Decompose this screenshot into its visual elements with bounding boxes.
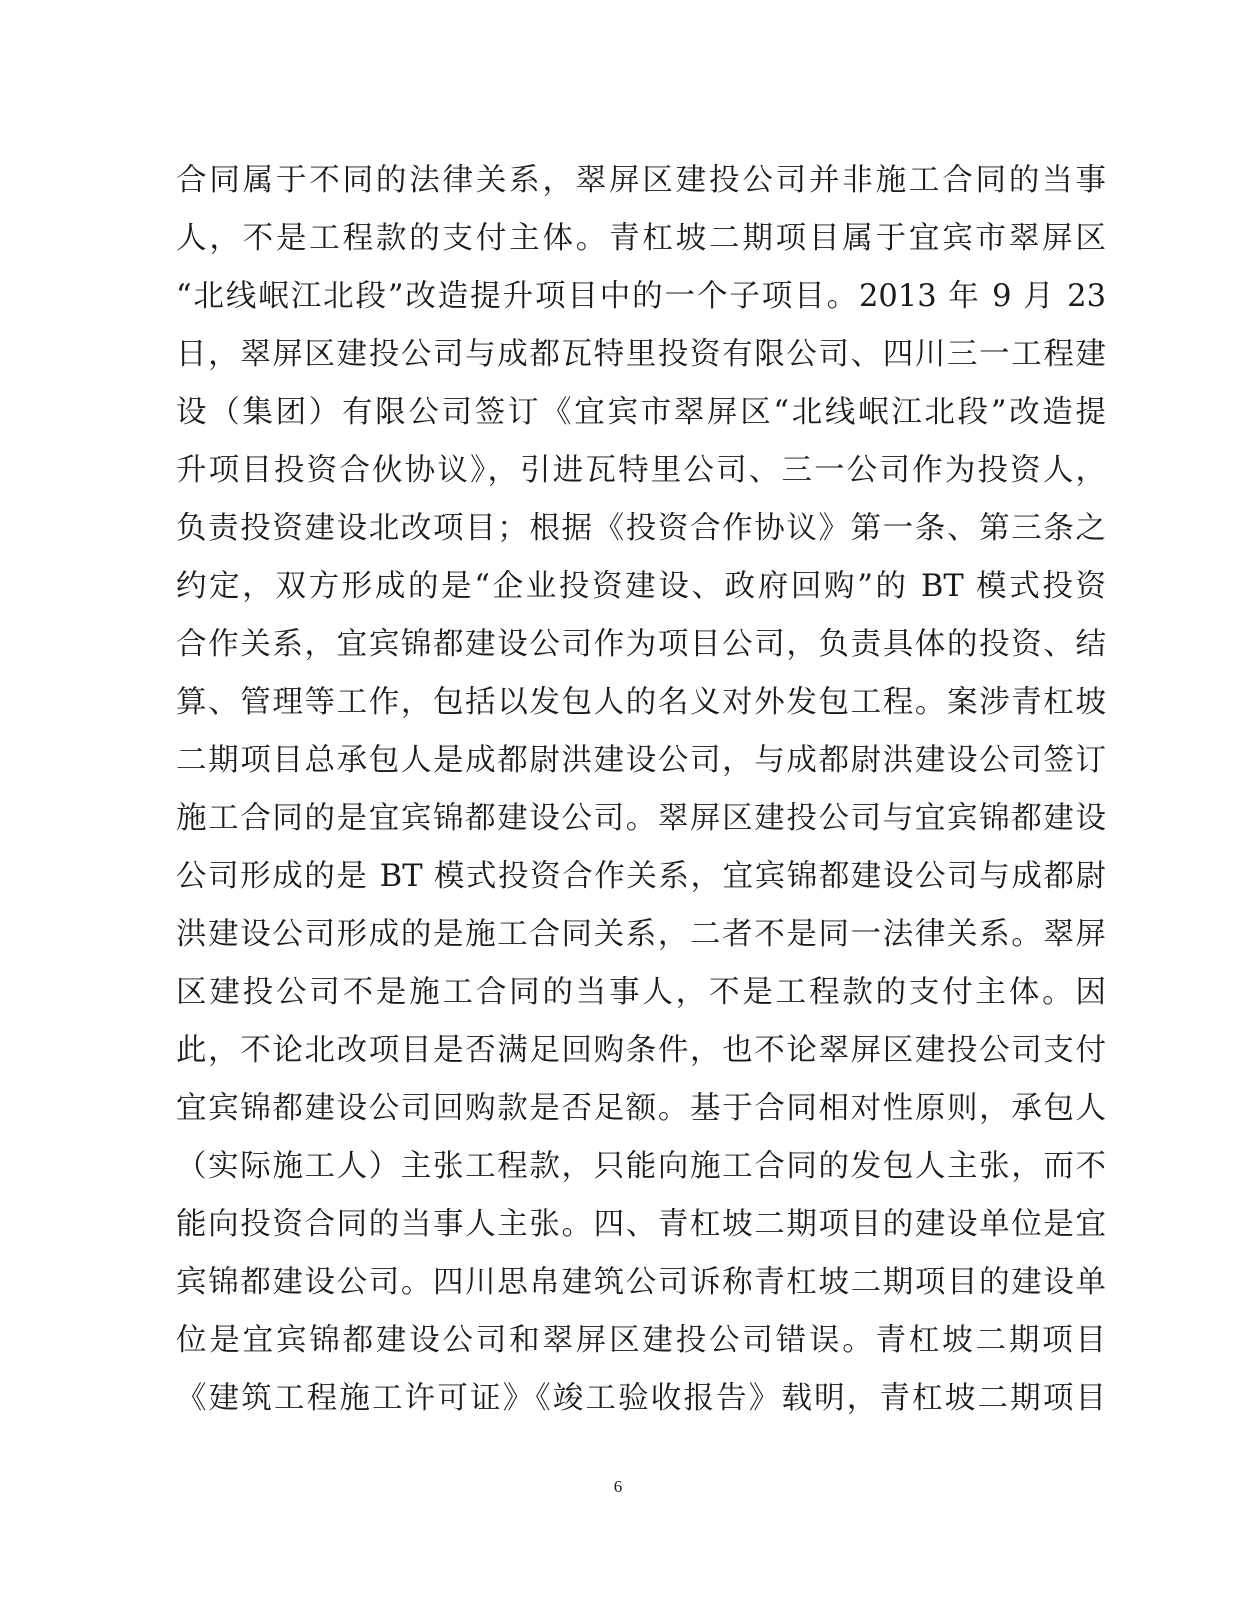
text-line: （实际施工人）主张工程款，只能向施工合同的发包人主张，而不 [176, 1149, 1106, 1184]
text-line: “北线岷江北段”改造提升项目中的一个子项目。2013 年 9 月 23 [176, 279, 1106, 314]
text-line: 区建投公司不是施工合同的当事人，不是工程款的支付主体。因 [176, 975, 1106, 1010]
text-line: 此，不论北改项目是否满足回购条件，也不论翠屏区建投公司支付 [176, 1033, 1106, 1068]
text-line: 宜宾锦都建设公司回购款是否足额。基于合同相对性原则，承包人 [176, 1091, 1106, 1126]
text-line: 人，不是工程款的支付主体。青杠坡二期项目属于宜宾市翠屏区 [176, 221, 1106, 256]
text-line: 二期项目总承包人是成都尉洪建设公司，与成都尉洪建设公司签订 [176, 743, 1106, 778]
text-line: 设（集团）有限公司签订《宜宾市翠屏区“北线岷江北段”改造提 [176, 395, 1106, 430]
text-line: 合作关系，宜宾锦都建设公司作为项目公司，负责具体的投资、结 [176, 627, 1106, 662]
body-text [176, 152, 1106, 1428]
text-line: 《建筑工程施工许可证》《竣工验收报告》载明，青杠坡二期项目 [176, 1381, 1106, 1416]
text-line: 算、管理等工作，包括以发包人的名义对外发包工程。案涉青杠坡 [176, 685, 1106, 720]
text-line: 施工合同的是宜宾锦都建设公司。翠屏区建投公司与宜宾锦都建设 [176, 801, 1106, 836]
text-line: 宾锦都建设公司。四川思帛建筑公司诉称青杠坡二期项目的建设单 [176, 1265, 1106, 1300]
text-line: 公司形成的是 BT 模式投资合作关系，宜宾锦都建设公司与成都尉 [176, 859, 1106, 894]
text-line: 位是宜宾锦都建设公司和翠屏区建投公司错误。青杠坡二期项目 [176, 1323, 1106, 1358]
text-line: 约定，双方形成的是“企业投资建设、政府回购”的 BT 模式投资 [176, 569, 1106, 604]
text-line: 洪建设公司形成的是施工合同关系，二者不是同一法律关系。翠屏 [176, 917, 1106, 952]
text-line: 能向投资合同的当事人主张。四、青杠坡二期项目的建设单位是宜 [176, 1207, 1106, 1242]
page-number: 6 [613, 1477, 623, 1496]
text-line: 负责投资建设北改项目；根据《投资合作协议》第一条、第三条之 [176, 511, 1106, 546]
text-line: 日，翠屏区建投公司与成都瓦特里投资有限公司、四川三一工程建 [176, 337, 1106, 372]
text-line: 升项目投资合伙协议》，引进瓦特里公司、三一公司作为投资人， [176, 453, 1106, 488]
text-line: 合同属于不同的法律关系，翠屏区建投公司并非施工合同的当事 [176, 163, 1106, 198]
